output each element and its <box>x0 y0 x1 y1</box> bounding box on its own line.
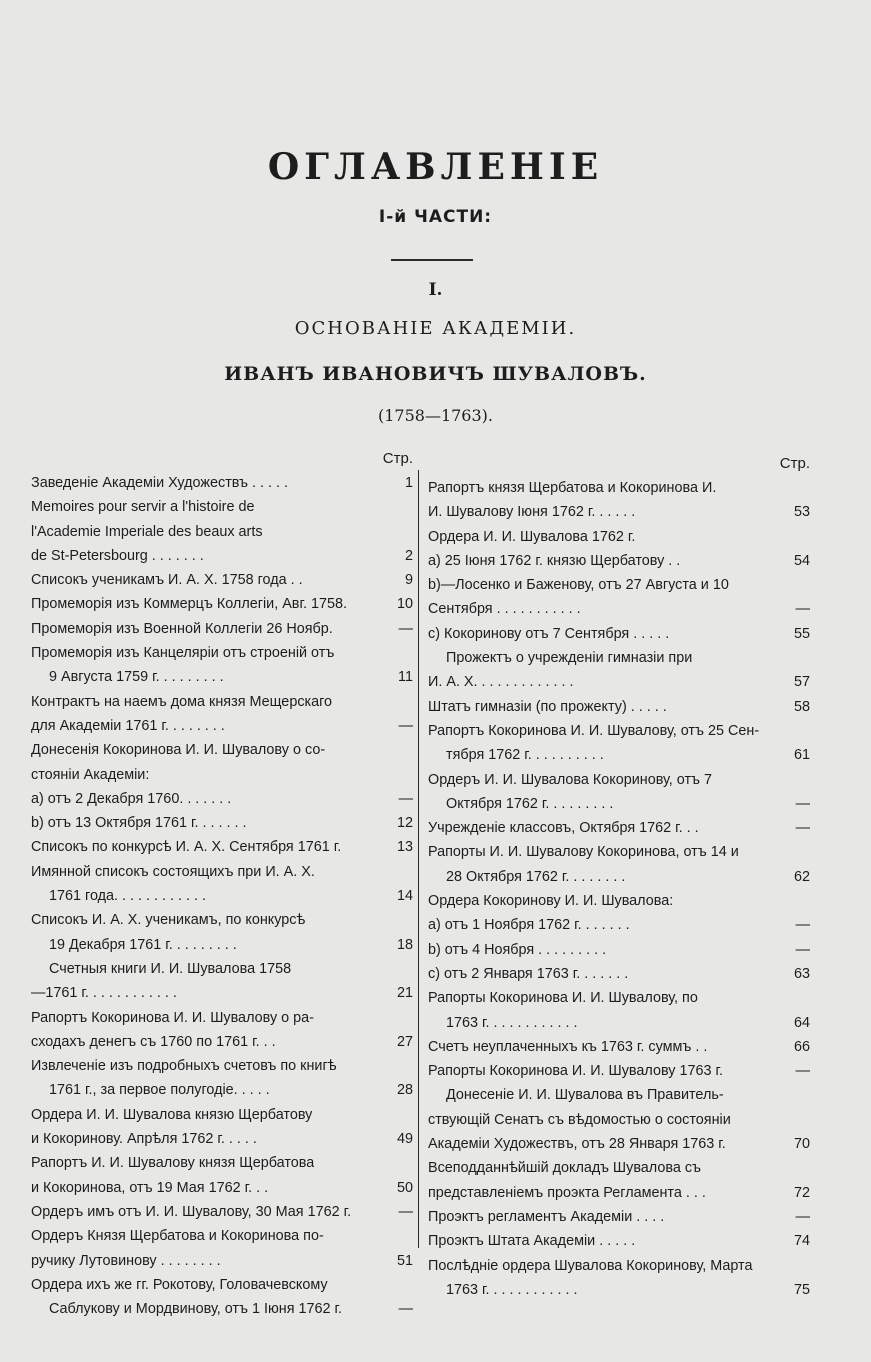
entry-text: b) отъ 4 Ноября . . . . . . . . . <box>428 941 607 958</box>
entry-text: a) отъ 1 Ноября 1762 г. . . . . . . <box>428 917 630 934</box>
entry-text: b)—Лосенко и Баженову, отъ 27 Августа и 10 <box>428 577 729 594</box>
toc-entry <box>428 500 810 524</box>
entry-text: Ордеръ имъ отъ И. И. Шувалову, 30 Мая 1762 г. <box>31 1203 352 1220</box>
entry-page: 63 <box>793 965 810 982</box>
right-entries <box>428 476 810 1302</box>
toc-entry <box>428 622 810 646</box>
entry-text: Рапортъ Кокоринова И. И. Шувалову о ра- <box>31 1009 314 1026</box>
toc-entry <box>428 913 810 937</box>
toc-entry <box>31 811 413 835</box>
entry-text: 9 Августа 1759 г. . . . . . . . . <box>49 669 224 686</box>
entry-text: Послѣдніе ордера Шувалова Кокоринову, Марта <box>428 1257 753 1274</box>
entry-page: 70 <box>793 1136 810 1153</box>
entry-text: Имянной списокъ состоящихъ при И. А. Х. <box>31 863 315 880</box>
entry-text: Саблукову и Мордвинову, отъ 1 Іюня 1762 г. <box>49 1301 343 1318</box>
entry-text: a) 25 Іюня 1762 г. князю Щербатову . . <box>428 552 681 569</box>
toc-entry <box>428 743 810 767</box>
entry-text: и Кокоринова, отъ 19 Мая 1762 г. . . <box>31 1179 269 1196</box>
toc-entry <box>428 1132 810 1156</box>
entry-text: Промеморія изъ Военной Коллегіи 26 Ноябр. <box>31 620 333 637</box>
entry-text: 28 Октября 1762 г. . . . . . . . <box>446 868 626 885</box>
page-column-header: Стр. <box>779 455 810 472</box>
toc-entry <box>31 908 413 932</box>
entry-text: 1761 г., за первое полугодіе. . . . . <box>49 1082 270 1099</box>
toc-entry <box>428 816 810 840</box>
entry-text: —1761 г. . . . . . . . . . . . <box>31 985 177 1002</box>
toc-entry <box>31 1151 413 1175</box>
entry-text: Рапорты И. И. Шувалову Кокоринова, отъ 14 и <box>428 844 739 861</box>
entry-page: 58 <box>793 698 810 715</box>
entry-page: 75 <box>793 1281 810 1298</box>
toc-entry <box>31 471 413 495</box>
toc-entry <box>428 1205 810 1229</box>
entry-text: 1763 г. . . . . . . . . . . . <box>446 1281 578 1298</box>
entry-page: 9 <box>404 572 413 589</box>
entry-page: 66 <box>793 1038 810 1055</box>
entry-page: 57 <box>793 674 810 691</box>
entry-page: — <box>398 620 413 637</box>
entry-text: Донесеніе И. И. Шувалова въ Правитель- <box>446 1087 724 1104</box>
entry-text: Ордера И. И. Шувалова князю Щербатову <box>31 1106 313 1123</box>
toc-entry <box>428 889 810 913</box>
toc-entry <box>428 768 810 792</box>
left-entries <box>31 471 413 1321</box>
toc-entry <box>428 938 810 962</box>
entry-page: 13 <box>396 839 413 856</box>
toc-entry <box>428 476 810 500</box>
entry-page: 51 <box>396 1252 413 1269</box>
entry-page: — <box>795 941 810 958</box>
entry-text: Сентября . . . . . . . . . . . <box>428 601 581 618</box>
entry-text: Промеморія изъ Коммерцъ Коллегіи, Авг. 1758. <box>31 596 347 613</box>
toc-entry <box>31 1176 413 1200</box>
toc-entry <box>31 544 413 568</box>
entry-text: Промеморія изъ Канцеляріи отъ строеній отъ <box>31 645 335 662</box>
entry-text: для Академіи 1761 г. . . . . . . . <box>31 717 225 734</box>
toc-entry <box>31 1054 413 1078</box>
entry-page: 72 <box>793 1184 810 1201</box>
entry-text: Рапорты Кокоринова И. И. Шувалову, по <box>428 990 698 1007</box>
toc-entry <box>428 549 810 573</box>
entry-text: Заведеніе Академіи Художествъ . . . . . <box>31 475 288 491</box>
entry-page: 54 <box>793 552 810 569</box>
entry-page: 64 <box>793 1014 810 1031</box>
entry-page: 18 <box>396 936 413 953</box>
toc-entry <box>31 1200 413 1224</box>
entry-text: Счетъ неуплаченныхъ къ 1763 г. суммъ . . <box>428 1038 708 1055</box>
entry-page: — <box>795 917 810 934</box>
entry-text: Учрежденіе классовъ, Октября 1762 г. . . <box>428 820 699 837</box>
entry-text: И. Шувалову Іюня 1762 г. . . . . . <box>428 504 636 521</box>
entry-text: Рапорты Кокоринова И. И. Шувалову 1763 г. <box>428 1063 723 1080</box>
toc-entry <box>428 1156 810 1180</box>
toc-entry <box>428 1059 810 1083</box>
entry-page: — <box>398 717 413 734</box>
entry-text: Рапортъ князя Щербатова и Кокоринова И. <box>428 480 717 496</box>
toc-entry <box>31 641 413 665</box>
toc-entry <box>31 981 413 1005</box>
entry-page: 11 <box>398 669 413 686</box>
entry-page: 62 <box>793 868 810 885</box>
toc-entry <box>31 933 413 957</box>
toc-entry <box>31 1006 413 1030</box>
page-column-header: Стр. <box>382 450 413 467</box>
entry-page: — <box>398 1301 413 1318</box>
entry-page: 53 <box>793 504 810 521</box>
entry-text: Списокъ И. А. Х. ученикамъ, по конкурсѣ <box>31 912 306 929</box>
toc-entry <box>428 1229 810 1253</box>
toc-entry <box>31 690 413 714</box>
entry-text: Контрактъ на наемъ дома князя Мещерскаго <box>31 693 333 710</box>
entry-text: Memoires pour servir a l'histoire de <box>31 499 255 516</box>
toc-entry <box>31 1297 413 1321</box>
toc-entry <box>31 1127 413 1151</box>
entry-text: Ордера И. И. Шувалова 1762 г. <box>428 528 636 545</box>
section-number: I. <box>428 280 443 300</box>
toc-entry <box>428 1254 810 1278</box>
entry-text: b) отъ 13 Октября 1761 г. . . . . . . <box>31 815 247 832</box>
entry-page: 49 <box>396 1131 413 1148</box>
entry-text: Рапортъ Кокоринова И. И. Шувалову, отъ 25 Сен- <box>428 722 760 739</box>
year-range: (1758—1763). <box>377 406 493 425</box>
entry-text: И. А. Х. . . . . . . . . . . . . <box>428 674 574 691</box>
entry-text: c) отъ 2 Января 1763 г. . . . . . . <box>428 965 629 982</box>
toc-entry <box>31 1224 413 1248</box>
entry-text: Проэктъ регламентъ Академіи . . . . <box>428 1208 665 1225</box>
entry-text: и Кокоринову. Апрѣля 1762 г. . . . . <box>31 1131 257 1148</box>
entry-text: Донесенія Кокоринова И. И. Шувалову о со- <box>31 742 326 759</box>
entry-text: Списокъ по конкурсѣ И. А. Х. Сентября 1761 г. <box>31 839 342 856</box>
toc-entry <box>428 1083 810 1107</box>
entry-text: 1761 года. . . . . . . . . . . . <box>49 888 206 905</box>
entry-text: ствующій Сенатъ съ вѣдомостью о состояніи <box>428 1111 731 1128</box>
entry-page: 12 <box>396 815 413 832</box>
toc-entry <box>428 1181 810 1205</box>
entry-text: стояніи Академіи: <box>31 766 150 783</box>
title-rule <box>391 259 473 261</box>
toc-entry <box>31 617 413 641</box>
entry-page: 1 <box>404 475 413 491</box>
toc-entry <box>31 495 413 519</box>
entry-page: 61 <box>793 747 810 764</box>
toc-entry <box>31 1030 413 1054</box>
toc-entry <box>428 695 810 719</box>
toc-entry <box>428 719 810 743</box>
toc-entry <box>31 1273 413 1297</box>
toc-entry <box>428 986 810 1010</box>
toc-entry <box>31 592 413 616</box>
entry-text: представленіемъ проэкта Регламента . . . <box>428 1184 706 1201</box>
entry-page: 10 <box>396 596 413 613</box>
person-name: ИВАНЪ ИВАНОВИЧЪ ШУВАЛОВЪ. <box>224 363 647 385</box>
entry-text: l'Academie Imperiale des beaux arts <box>31 523 263 540</box>
entry-page: — <box>398 1203 413 1220</box>
toc-entry <box>31 1078 413 1102</box>
entry-text: Штатъ гимназіи (по прожекту) . . . . . <box>428 698 667 715</box>
toc-entry <box>428 840 810 864</box>
toc-entry <box>31 835 413 859</box>
part-subtitle: І-й ЧАСТИ: <box>378 207 493 227</box>
toc-entry <box>428 670 810 694</box>
toc-entry <box>428 525 810 549</box>
entry-text: Счетныя книги И. И. Шувалова 1758 <box>49 960 292 977</box>
entry-text: Академіи Художествъ, отъ 28 Января 1763 г. <box>428 1136 726 1153</box>
entry-page: 55 <box>793 625 810 642</box>
entry-text: Ордеръ Князя Щербатова и Кокоринова по- <box>31 1228 324 1245</box>
toc-entry <box>428 1035 810 1059</box>
toc-entry <box>428 573 810 597</box>
toc-entry <box>31 860 413 884</box>
entry-text: c) Кокоринову отъ 7 Сентября . . . . . <box>428 625 670 642</box>
entry-text: Октября 1762 г. . . . . . . . . <box>446 795 614 812</box>
page-title: ОГЛАВЛЕНІЕ <box>267 146 604 188</box>
entry-page: 27 <box>396 1033 413 1050</box>
toc-entry <box>31 884 413 908</box>
toc-entry <box>31 957 413 981</box>
entry-page: — <box>795 1063 810 1080</box>
entry-text: Списокъ ученикамъ И. А. Х. 1758 года . . <box>31 572 303 589</box>
entry-text: ручику Лутовинову . . . . . . . . <box>31 1252 221 1269</box>
entry-text: Ордера Кокоринову И. И. Шувалова: <box>428 893 674 910</box>
toc-entry <box>31 665 413 689</box>
entry-page: 50 <box>396 1179 413 1196</box>
entry-text: a) отъ 2 Декабря 1760. . . . . . . <box>31 790 232 807</box>
entry-text: тября 1762 г. . . . . . . . . . <box>446 747 604 764</box>
column-divider <box>418 470 419 1248</box>
entry-page: 21 <box>396 985 413 1002</box>
toc-entry <box>428 1011 810 1035</box>
entry-text: 19 Декабря 1761 г. . . . . . . . . <box>49 936 237 953</box>
toc-entry <box>31 520 413 544</box>
section-title: ОСНОВАНІЕ АКАДЕМІИ. <box>294 318 577 339</box>
toc-entry <box>31 1249 413 1273</box>
entry-page: 74 <box>793 1233 810 1250</box>
toc-entry <box>428 962 810 986</box>
entry-page: — <box>795 1208 810 1225</box>
entry-text: Всеподданнѣйшій докладъ Шувалова съ <box>428 1160 702 1177</box>
entry-page: 2 <box>404 547 413 564</box>
toc-entry <box>428 1278 810 1302</box>
toc-entry <box>428 597 810 621</box>
entry-page: — <box>795 601 810 618</box>
toc-entry <box>31 763 413 787</box>
entry-text: сходахъ денегъ съ 1760 по 1761 г. . . <box>31 1033 276 1050</box>
toc-entry <box>428 865 810 889</box>
entry-text: Прожектъ о учрежденіи гимназіи при <box>446 650 693 667</box>
entry-text: 1763 г. . . . . . . . . . . . <box>446 1014 578 1031</box>
entry-page: 28 <box>396 1082 413 1099</box>
entry-page: — <box>795 795 810 812</box>
entry-text: Проэктъ Штата Академіи . . . . . <box>428 1233 636 1250</box>
entry-text: Ордеръ И. И. Шувалова Кокоринову, отъ 7 <box>428 771 713 788</box>
entry-page: 14 <box>396 888 413 905</box>
toc-entry <box>31 738 413 762</box>
entry-text: de St-Petersbourg . . . . . . . <box>31 547 204 564</box>
toc-entry <box>31 714 413 738</box>
entry-text: Извлеченіе изъ подробныхъ счетовъ по книгѣ <box>31 1058 337 1075</box>
toc-entry <box>31 1103 413 1127</box>
entry-text: Рапортъ И. И. Шувалову князя Щербатова <box>31 1155 315 1172</box>
right-column <box>428 452 810 1302</box>
toc-entry <box>31 568 413 592</box>
entry-page: — <box>795 820 810 837</box>
entry-page: — <box>398 790 413 807</box>
toc-entry <box>428 1108 810 1132</box>
toc-entry <box>428 646 810 670</box>
entry-text: Ордера ихъ же гг. Рокотову, Головачевскому <box>31 1276 328 1293</box>
left-column <box>31 447 413 1321</box>
toc-entry <box>31 787 413 811</box>
toc-entry <box>428 792 810 816</box>
